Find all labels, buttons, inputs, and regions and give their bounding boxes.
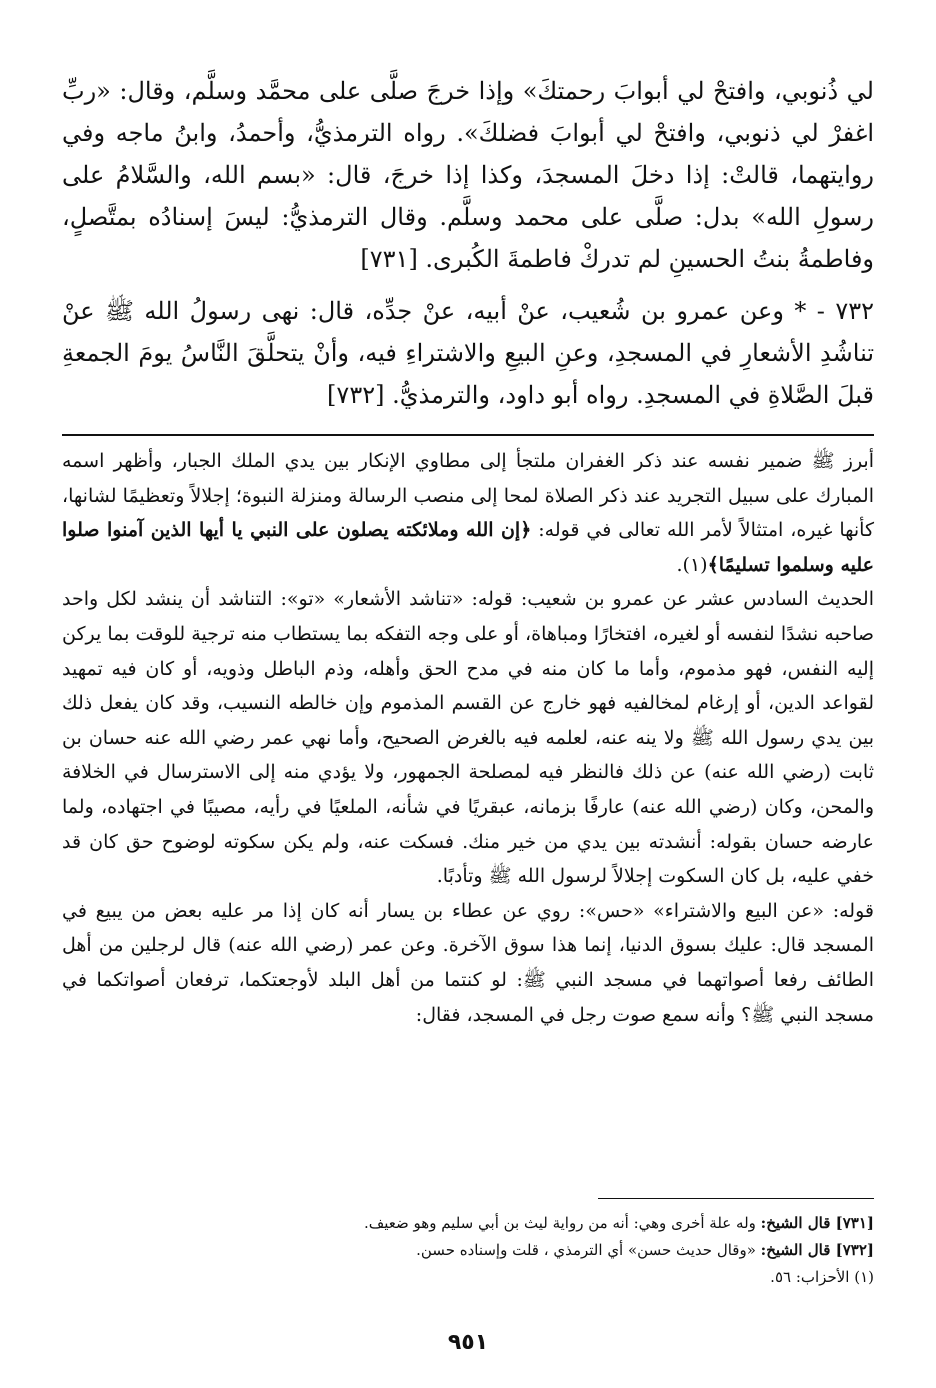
hadith-732: ٧٣٢ - * وعن عمرو بن شُعيب، عنْ أبيه، عنْ جدِّه، قال: نهى رسولُ الله ﷺ عنْ تناشُدِ الأشعارِ في المسجدِ، وعنِ البيعِ والاشتراءِ فيه، وأنْ يتحلَّقَ النَّاسُ يومَ الجمعةِ قبلَ الصَّلاةِ في المسجدِ. رواه أبو داود، والترمذيُّ. [٧٣٢] — [62, 297, 874, 409]
commentary-block — [62, 444, 874, 1032]
commentary-p1-text: أبرز ﷺ ضمير نفسه عند ذكر الغفران ملتجأ إلى مطاوي الإنكار بين يدي الملك الجبار، وأظهر اسمه المبارك على سبيل التجريد عند ذكر الصلاة لمحا إلى منصب الرسالة ومنزلة النبوة؛ إجلالاً وتعظيمًا لشانها، كأنها غيره، امتثالاً لأمر الله تعالى في قوله: — [62, 450, 875, 542]
hadith-731-continuation: لي ذُنوبي، وافتحْ لي أبوابَ رحمتكَ» وإذا خرجَ صلَّى على محمَّد وسلَّم، وقال: «ربِّ اغفرْ لي ذنوبي، وافتحْ لي أبوابَ فضلكَ». رواه الترمذيُّ، وأحمدُ، وابنُ ماجه وفي روايتهما، قالتْ: إذا دخلَ المسجدَ، وكذا إذا خرجَ، قال: «بسم الله، والسَّلامُ على رسولِ الله» بدل: صلَّى على محمد وسلَّم. وقال الترمذيُّ: ليسَ إسنادُه بمتَّصلٍ، وفاطمةُ بنتُ الحسينِ لم تدركْ فاطمةَ الكُبرى. [٧٣١] — [62, 77, 874, 273]
footnote-732-label: [٧٣٢] قال الشيخ: — [760, 1241, 874, 1259]
commentary-paragraph-2: الحديث السادس عشر عن عمرو بن شعيب: قوله: «تناشد الأشعار» «تو»: التناشد أن ينشد لكل واحد صاحبه نشدًا لنفسه أو لغيره، افتخارًا ومباهاة، أو على وجه التفكه بما يستطاب منه ترجية للوقت بما يركن إليه النفس، فهو مذموم، وأما ما كان منه في مدح الحق وأهله، وذم الباطل وذويه، أو كان فيه تمهيد لقواعد الدين، أو إرغام لمخالفيه فهو خارج عن القسم المذموم وإن خالطه النسيب، وقد كان يفعل ذلك بين يدي رسول الله ﷺ ولا ينه عنه، لعلمه فيه بالغرض الصحيح، وأما نهي عمر رضي الله عنه حسان بن ثابت (رضي الله عنه) عن ذلك فالنظر فيه لمصلحة الجمهور، ولا يؤدي منه إلى الاسترسال في الخلافة والمحن، وكان (رضي الله عنه) عارفًا بزمانه، عبقريًا في شأنه، الملعيًا في رأيه، مصيبًا في اجتهاده، ولما عارضه حسان بقوله: أنشدته بين يدي من خير منك. فسكت عنه، ولم يكن سكوته لوضوح حق كان قد خفي عليه، بل كان السكوت إجلالاً لرسول الله ﷺ وتأدبًا. — [62, 588, 874, 888]
footnote-731 — [62, 1210, 874, 1237]
footnote-divider — [598, 1198, 874, 1199]
footnote-732 — [62, 1237, 874, 1264]
footnote-732-text: «وقال حديث حسن» أي الترمذي ، قلت وإسناده حسن. — [416, 1241, 756, 1259]
quran-verse-quote: ﴿إن الله وملائكته يصلون على النبي يا أيها الذين آمنوا صلوا عليه وسلموا تسليمًا﴾ — [62, 519, 874, 576]
footnote-731-label: [٧٣١] قال الشيخ: — [760, 1214, 874, 1232]
footnote-1: (١) الأحزاب: ٥٦. — [770, 1268, 874, 1286]
footnotes-block — [62, 1210, 874, 1291]
text-commentary-divider — [62, 434, 874, 436]
footnote-731-text: وله علة أخرى وهي: أنه من رواية ليث بن أبي سليم وهو ضعيف. — [363, 1214, 756, 1232]
commentary-paragraph-1 — [62, 444, 874, 582]
page-number: ٩٥١ — [447, 1330, 489, 1355]
commentary-paragraph-3: قوله: «عن البيع والاشتراء» «حس»: روي عن عطاء بن يسار أنه كان إذا مر عليه بعض من يبيع في المسجد قال: عليك بسوق الدنيا، إنما هذا سوق الآخرة. وعن عمر (رضي الله عنه) قال لرجلين من أهل الطائف رفعا أصواتهما في مسجد النبي ﷺ: لو كنتما من أهل البلد لأوجعتكما، ترفعان أصواتكما في مسجد النبي ﷺ؟ وأنه سمع صوت رجل في المسجد، فقال: — [62, 899, 874, 1026]
hadith-text-block — [62, 70, 874, 416]
footnote-ref-1: (١). — [676, 553, 708, 576]
